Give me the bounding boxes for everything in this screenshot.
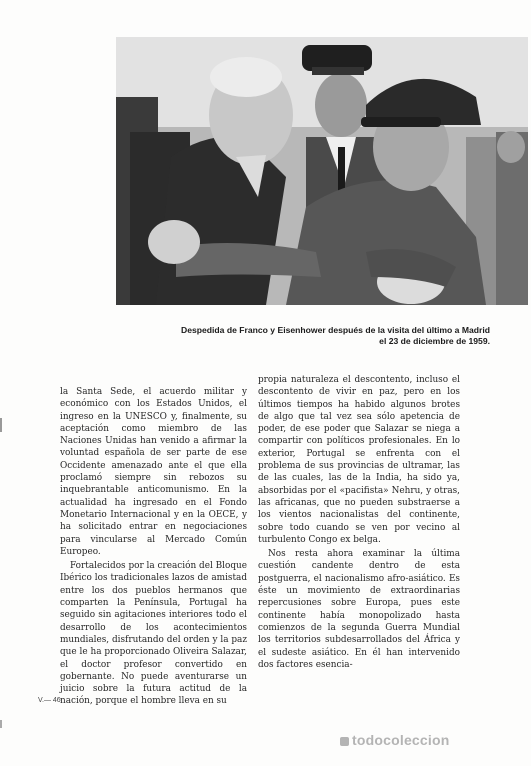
article-column-left [60, 386, 247, 708]
photograph [116, 37, 528, 305]
paragraph: Nos resta ahora examinar la última cuestión candente dentro de esta postguerra, el nacionalismo afro-asiático. Es éste un movimiento de extraordinarias repercusiones sobre Europa, pues este continente había monopolizado hasta comienzos de la segunda Guerra Mundial los territorios subdesarrollados del África y el sudeste asiático. En él han intervenido dos factores esencia- [258, 549, 460, 670]
caption-line-1: Despedida de Franco y Eisenhower después de la visita del último a Madrid [181, 325, 490, 335]
photograph-illustration [116, 37, 528, 305]
caption-line-2: el 23 de diciembre de 1959. [379, 336, 490, 346]
watermark-logo-icon [340, 737, 349, 746]
margin-mark [0, 418, 2, 432]
watermark: todocoleccion [352, 732, 450, 748]
paragraph: Fortalecidos por la creación del Bloque Ibérico los tradicionales lazos de amistad entre los dos pueblos hermanos que comparten la Península, Portugal ha seguido sin agitaciones interiores todo el desarrollo de los acontecimientos mundiales, disfrutando del orden y la paz que le ha proporcionado Oliveira Salazar, el doctor profesor convertido en gobernante. No puede aventurarse un juicio sobre la futura actitud de la nación, porque el hombre lleva en su [60, 561, 247, 707]
margin-mark [0, 720, 2, 728]
paragraph: la Santa Sede, el acuerdo militar y económico con los Estados Unidos, el ingreso en la UNESCO y, finalmente, su aceptación como miembro de las Naciones Unidas han venido a afirmar la voluntad española de ser parte de ese Occidente amenazado ante el que ella proclamó siempre sin rebozos su inquebrantable anticomunismo. En la actualidad ha ingresado en el Fondo Monetario Internacional y en la OECE, y ha solicitado entrar en negociaciones para vincularse al Mercado Común Europeo. [60, 387, 247, 557]
article-column-right [258, 374, 460, 671]
page-number: V.— 46 [38, 697, 61, 704]
photo-caption [140, 325, 490, 347]
paragraph: propia naturaleza el descontento, incluso el descontento de vivir en paz, pero en los últimos tiempos ha habido algunos brotes de algo que tal vez sea sólo apetencia de poder, de ese poder que Salazar se niega a compartir con políticos profesionales. En lo exterior, Portugal se enfrenta con el problema de sus provincias de ultramar, las de las cuales, las de la India, ha sido ya, absorbidas por el «pacifista» Nehru, y otras, las africanas, que no pueden substraerse a los vientos nacionalistas del continente, sobre todo cuando se ven por vecino al turbulento Congo ex belga. [258, 375, 460, 545]
